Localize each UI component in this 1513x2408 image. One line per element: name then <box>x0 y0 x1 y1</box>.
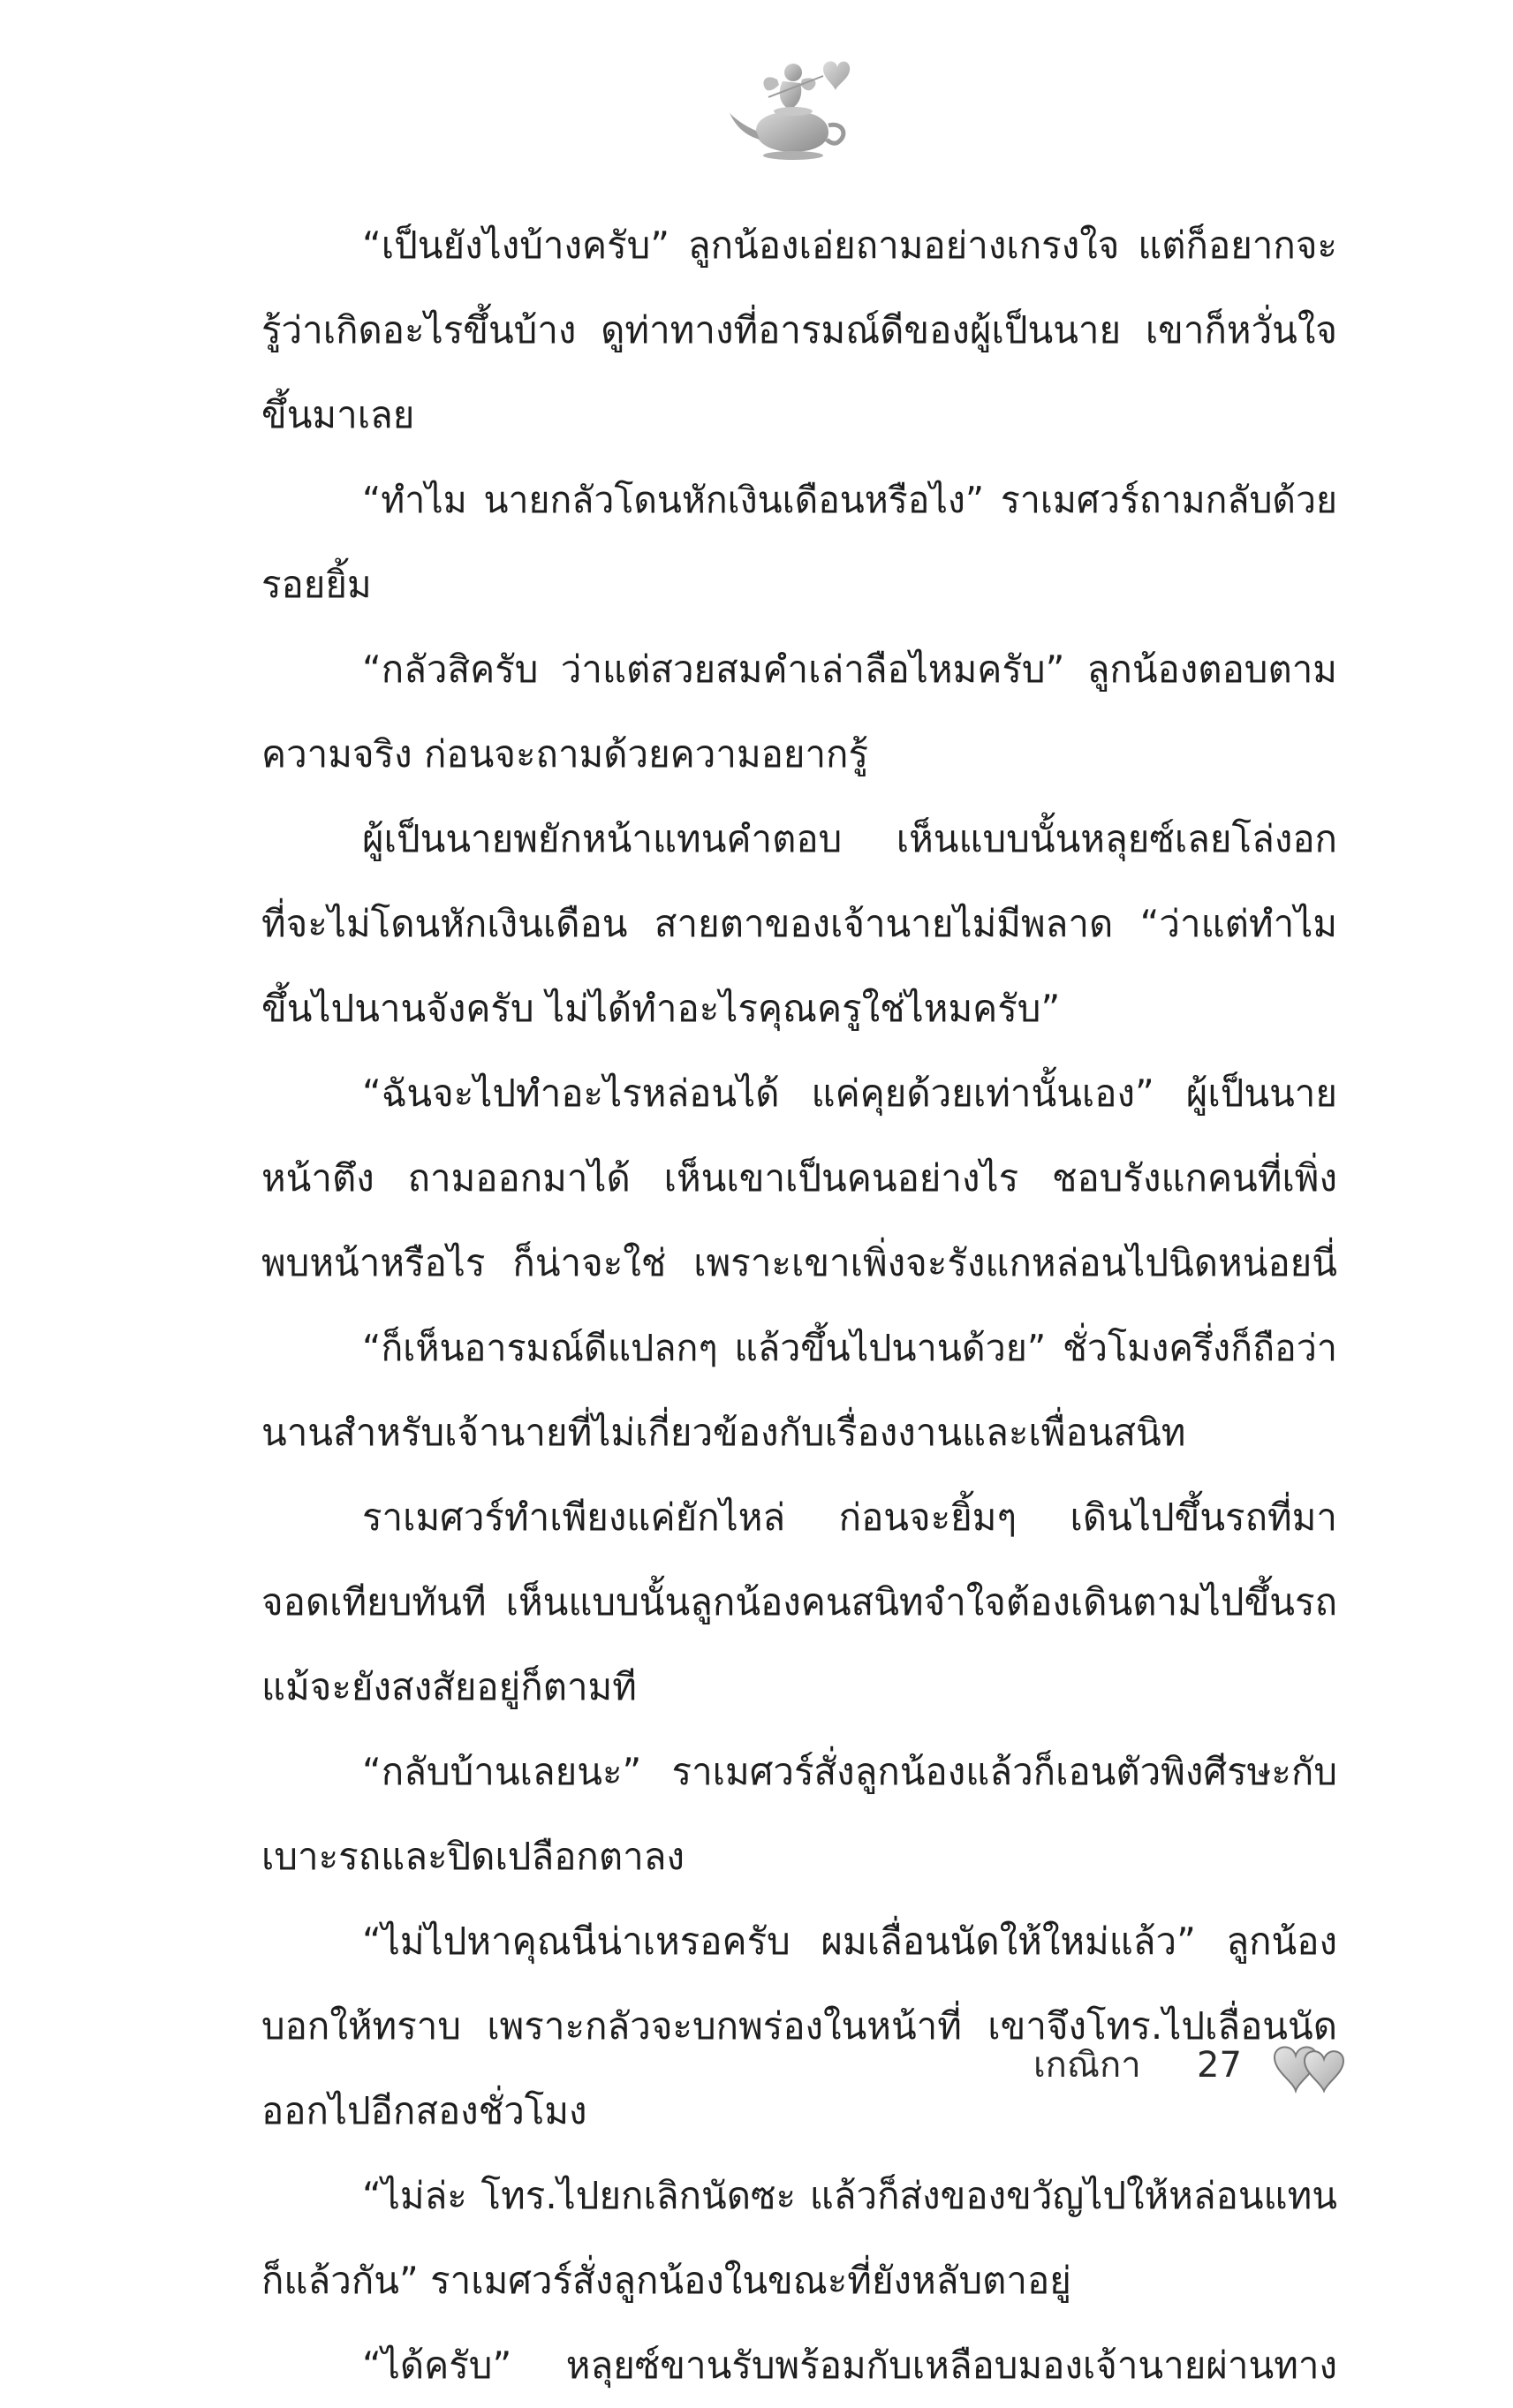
text-line: ราเมศวร์ทำเพียงแค่ยักไหล่ ก่อนจะยิ้มๆ เดินไปขึ้นรถที่มา <box>362 1496 1337 1539</box>
text-line: ที่จะไม่โดนหักเงินเดือน สายตาของเจ้านายไม่มีพลาด “ว่าแต่ทำไม <box>261 902 1337 945</box>
text-line: “ไม่ไปหาคุณนีน่าเหรอครับ ผมเลื่อนนัดให้ใหม่แล้ว” ลูกน้อง <box>362 1920 1337 1963</box>
text-line: รอยยิ้ม <box>261 563 372 606</box>
page-footer <box>1016 2027 1404 2107</box>
text-line: ออกไปอีกสองชั่วโมง <box>261 2089 587 2132</box>
text-line: “ได้ครับ” หลุยซ์ขานรับพร้อมกับเหลือบมองเจ้านายผ่านทาง <box>362 2344 1337 2387</box>
text-line: “กลัวสิครับ ว่าแต่สวยสมคำเล่าลือไหมครับ” ลูกน้องตอบตาม <box>362 647 1337 691</box>
page-number: 27 <box>1197 2045 1242 2086</box>
running-title: เกณิกา <box>1033 2045 1141 2086</box>
text-line: พบหน้าหรือไร ก็น่าจะใช่ เพราะเขาเพิ่งจะรังแกหล่อนไปนิดหน่อยนี่ <box>261 1241 1337 1284</box>
text-line: ก็แล้วกัน” ราเมศวร์สั่งลูกน้องในขณะที่ยังหลับตาอยู่ <box>261 2259 1071 2302</box>
text-line: “ก็เห็นอารมณ์ดีแปลกๆ แล้วขึ้นไปนานด้วย” ชั่วโมงครึ่งก็ถือว่า <box>362 1327 1337 1369</box>
text-line: หน้าตึง ถามออกมาได้ เห็นเขาเป็นคนอย่างไร ชอบรังแกคนที่เพิ่ง <box>261 1156 1337 1200</box>
text-line: “ทำไม นายกลัวโดนหักเงินเดือนหรือไง” ราเมศวร์ถามกลับด้วย <box>362 479 1337 521</box>
text-line: นานสำหรับเจ้านายที่ไม่เกี่ยวข้องกับเรื่องงานและเพื่อนสนิท <box>261 1411 1186 1454</box>
text-line: แม้จะยังสงสัยอยู่ก็ตามที <box>261 1665 637 1708</box>
double-heart-icon <box>1267 2038 1356 2100</box>
text-line: รู้ว่าเกิดอะไรขึ้นบ้าง ดูท่าทางที่อารมณ์ดีของผู้เป็นนาย เขาก็หวั่นใจ <box>261 308 1337 352</box>
text-line: ความจริง ก่อนจะถามด้วยความอยากรู้ <box>261 732 869 776</box>
text-line: “กลับบ้านเลยนะ” ราเมศวร์สั่งลูกน้องแล้วก็เอนตัวพิงศีรษะกับ <box>362 1750 1337 1793</box>
text-line: จอดเทียบทันที เห็นแบบนั้นลูกน้องคนสนิทจำใจต้องเดินตามไปขึ้นรถ <box>261 1580 1337 1624</box>
text-line: ผู้เป็นนายพยักหน้าแทนคำตอบ เห็นแบบนั้นหลุยซ์เลยโล่งอก <box>362 817 1337 860</box>
text-line: “เป็นยังไงบ้างครับ” ลูกน้องเอ่ยถามอย่างเกรงใจ แต่ก็อยากจะ <box>362 223 1337 267</box>
cupid-teapot-ornament-icon <box>724 53 857 168</box>
text-line: ขึ้นมาเลย <box>261 393 415 436</box>
text-line: ขึ้นไปนานจังครับ ไม่ได้ทำอะไรคุณครูใช่ไหมครับ” <box>261 987 1061 1030</box>
text-line: เบาะรถและปิดเปลือกตาลง <box>261 1835 685 1878</box>
text-line: บอกให้ทราบ เพราะกลัวจะบกพร่องในหน้าที่ เขาจึงโทร.ไปเลื่อนนัด <box>261 2004 1337 2048</box>
text-line: “ฉันจะไปทำอะไรหล่อนได้ แค่คุยด้วยเท่านั้นเอง” ผู้เป็นนาย <box>362 1071 1337 1115</box>
text-line: “ไม่ล่ะ โทร.ไปยกเลิกนัดซะ แล้วก็ส่งของขวัญไปให้หล่อนแทน <box>362 2174 1337 2217</box>
